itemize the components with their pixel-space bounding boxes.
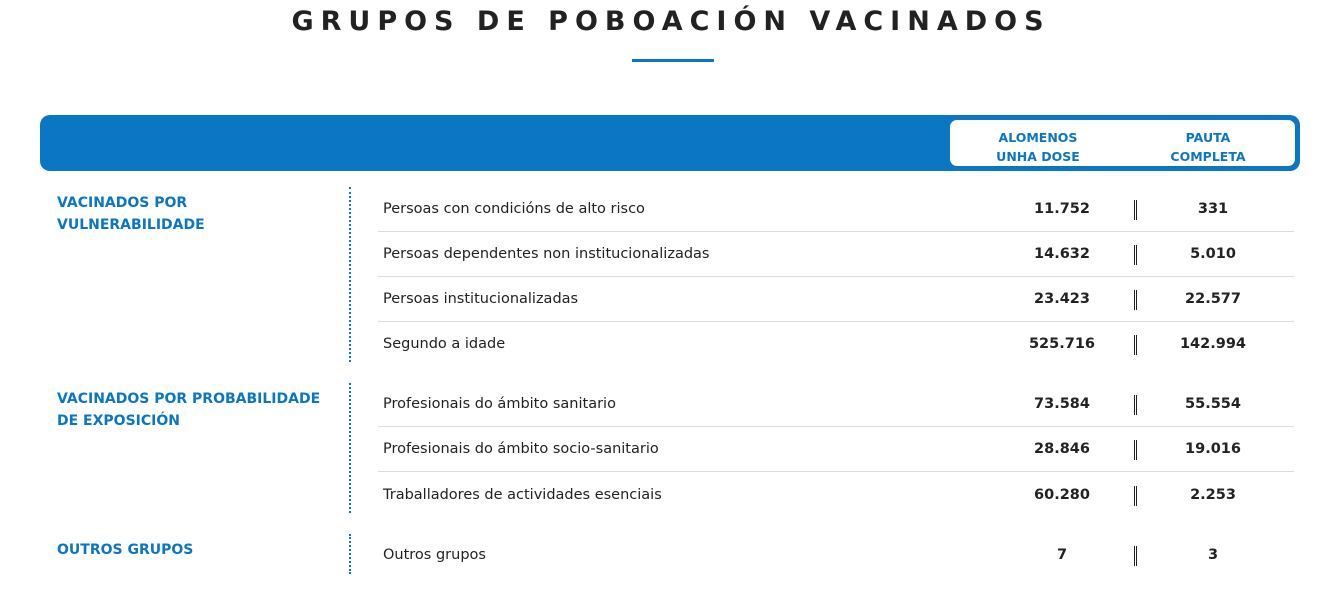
value-one-dose: 60.280 [1034, 487, 1090, 503]
group-label-other: OUTROS GRUPOS [57, 542, 194, 558]
value-separator [1134, 335, 1137, 355]
column-header-one-dose-line2: UNHA DOSE [996, 149, 1080, 164]
value-one-dose: 14.632 [1034, 246, 1090, 262]
table-row [378, 277, 1294, 322]
column-header-one-dose-line1: ALOMENOS [998, 130, 1078, 145]
value-full-schedule: 19.016 [1185, 441, 1241, 457]
row-label: Persoas institucionalizadas [383, 291, 579, 307]
value-separator [1134, 200, 1137, 220]
row-label: Profesionais do ámbito sanitario [383, 396, 616, 412]
value-full-schedule: 3 [1207, 547, 1219, 563]
row-label: Traballadores de actividades esenciais [383, 487, 662, 503]
group-separator-exposure [349, 383, 351, 513]
value-separator [1134, 245, 1137, 265]
table-row [378, 533, 1294, 578]
column-header-box [950, 120, 1295, 166]
table-row [378, 427, 1294, 472]
page-title: GRUPOS DE POBOACIÓN VACINADOS [291, 6, 1051, 37]
row-label: Outros grupos [383, 547, 486, 563]
column-header-full-schedule [1133, 128, 1283, 166]
group-separator-other [349, 534, 351, 574]
value-full-schedule: 5.010 [1190, 246, 1236, 262]
value-full-schedule: 142.994 [1179, 336, 1247, 352]
value-separator [1134, 440, 1137, 460]
value-separator [1134, 486, 1137, 506]
value-separator [1134, 546, 1137, 566]
table-header-bar [40, 115, 1300, 171]
row-label: Persoas con condicións de alto risco [383, 201, 645, 217]
value-one-dose: 28.846 [1034, 441, 1090, 457]
column-header-full-schedule-line1: PAUTA [1185, 130, 1231, 145]
row-label: Segundo a idade [383, 336, 506, 352]
value-full-schedule: 331 [1197, 201, 1229, 217]
value-one-dose: 7 [1056, 547, 1068, 563]
table-row [378, 322, 1294, 367]
column-header-one-dose [963, 128, 1113, 166]
group-label-vulnerability: VACINADOS POR VULNERABILIDADE [57, 195, 205, 233]
value-one-dose: 11.752 [1034, 201, 1090, 217]
row-label: Persoas dependentes non institucionalizadas [383, 246, 710, 262]
value-separator [1134, 395, 1137, 415]
table-row [378, 473, 1294, 518]
value-full-schedule: 22.577 [1185, 291, 1241, 307]
value-one-dose: 23.423 [1034, 291, 1090, 307]
column-header-full-schedule-line2: COMPLETA [1170, 149, 1246, 164]
value-one-dose: 525.716 [1028, 336, 1096, 352]
title-underline [632, 59, 714, 62]
table-row [378, 232, 1294, 277]
group-label-exposure: VACINADOS POR PROBABILIDADE DE EXPOSICIÓN [57, 391, 321, 429]
row-label: Profesionais do ámbito socio-sanitario [383, 441, 659, 457]
group-separator-vulnerability [349, 187, 351, 362]
table-row [378, 187, 1294, 232]
value-separator [1134, 290, 1137, 310]
table-row [378, 382, 1294, 427]
value-one-dose: 73.584 [1034, 396, 1090, 412]
value-full-schedule: 55.554 [1185, 396, 1241, 412]
value-full-schedule: 2.253 [1190, 487, 1236, 503]
